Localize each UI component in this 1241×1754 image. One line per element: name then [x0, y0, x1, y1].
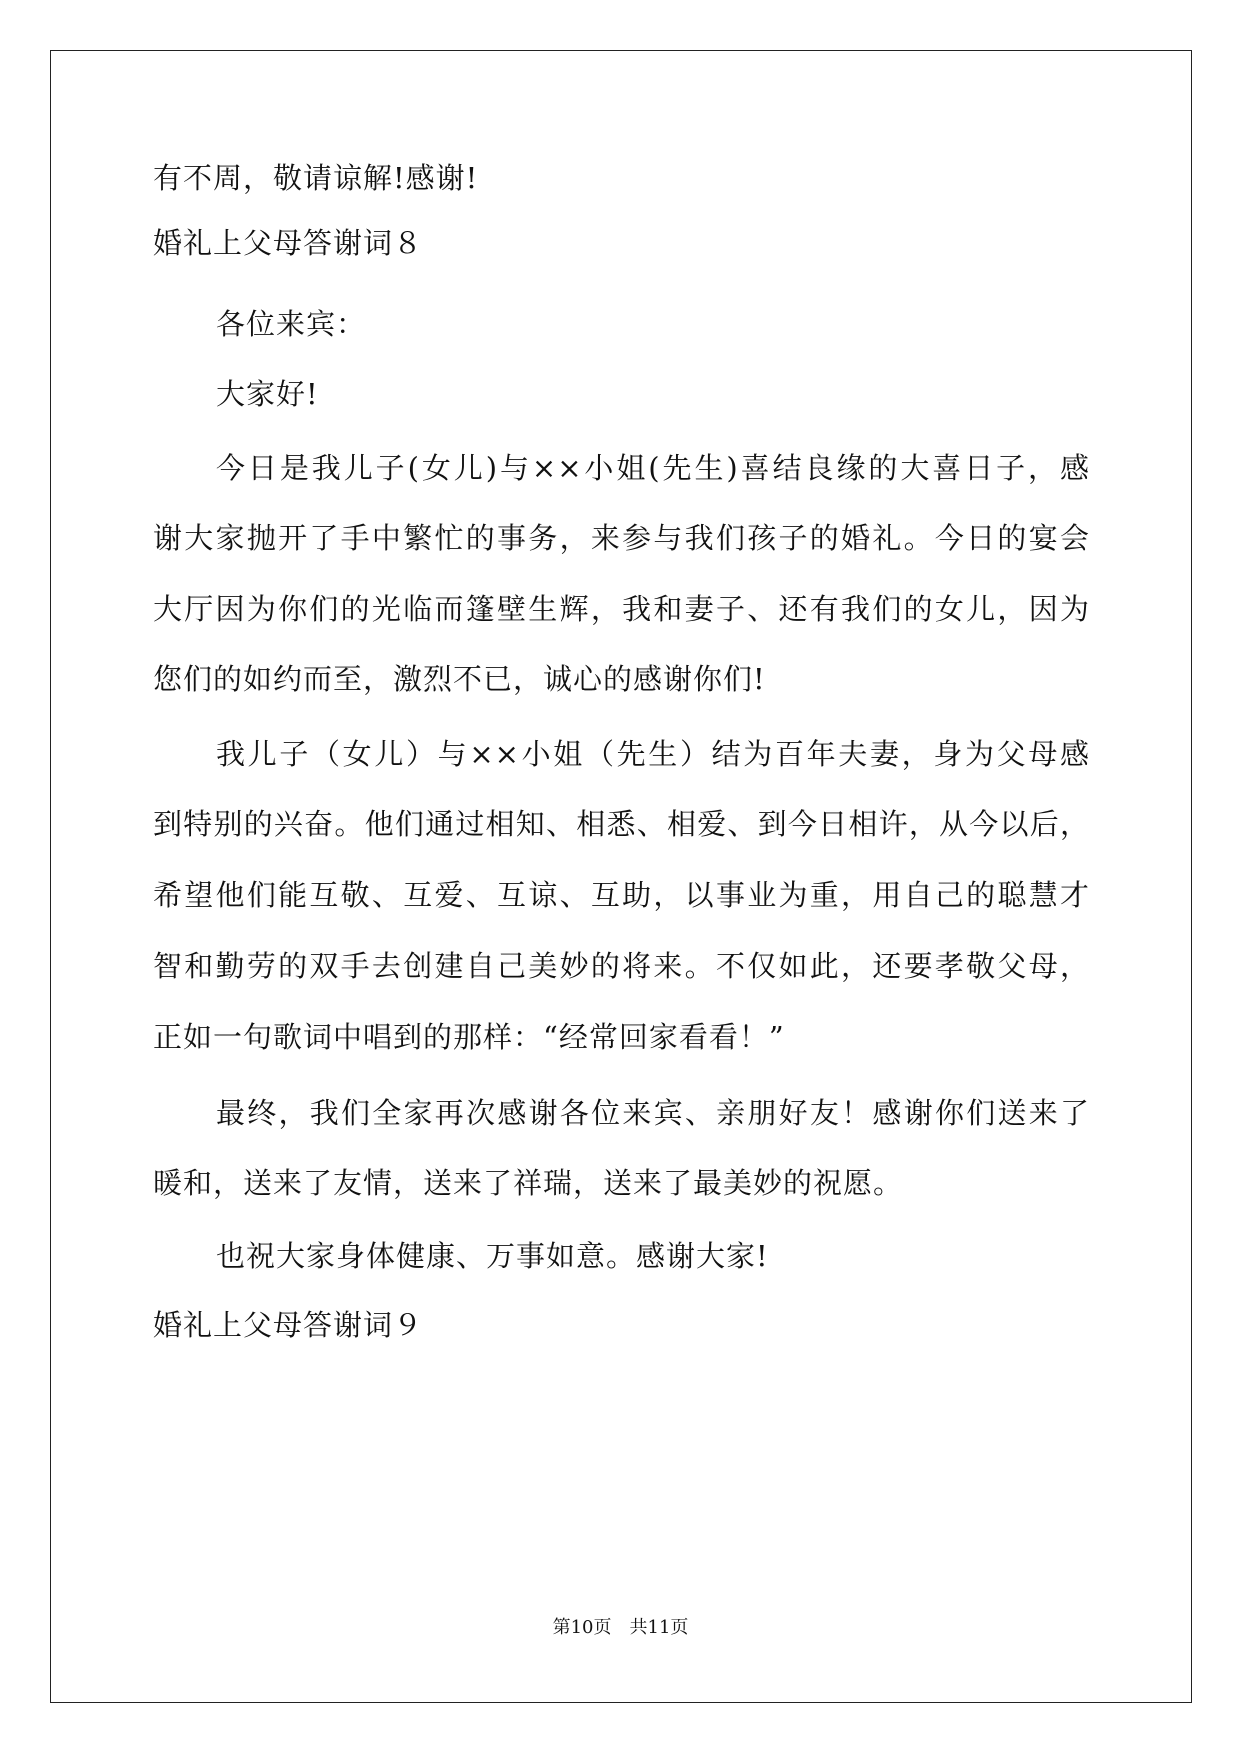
- body-line: 最终，我们全家再次感谢各位来宾、亲朋好友！感谢你们送来了: [216, 1096, 1090, 1130]
- body-line: 我儿子（女儿）与××小姐（先生）结为百年夫妻，身为父母感: [216, 737, 1090, 771]
- body-line: 大厅因为你们的光临而篷壁生辉，我和妻子、还有我们的女儿，因为: [153, 592, 1090, 626]
- page-footer: [0, 1616, 1241, 1640]
- body-line: 谢大家抛开了手中繁忙的事务，来参与我们孩子的婚礼。今日的宴会: [153, 521, 1090, 555]
- page-number: 第10页: [552, 1617, 612, 1638]
- page-total: 共11页: [629, 1617, 689, 1638]
- paragraph-ending-line: 有不周，敬请谅解!感谢!: [153, 161, 479, 195]
- section-heading-8: 婚礼上父母答谢词８: [153, 226, 424, 260]
- body-line: 希望他们能互敬、互爱、互谅、互助，以事业为重，用自己的聪慧才: [153, 878, 1090, 912]
- body-line: 正如一句歌词中唱到的那样：“经常回家看看！”: [153, 1020, 785, 1054]
- body-line: 暖和，送来了友情，送来了祥瑞，送来了最美妙的祝愿。: [153, 1166, 904, 1200]
- greeting-line: 大家好!: [216, 377, 319, 411]
- body-line: 到特别的兴奋。他们通过相知、相悉、相爱、到今日相许，从今以后，: [153, 807, 1090, 841]
- section-heading-9: 婚礼上父母答谢词９: [153, 1308, 424, 1342]
- body-line: 今日是我儿子(女儿)与××小姐(先生)喜结良缘的大喜日子，感: [216, 451, 1090, 485]
- body-line: 也祝大家身体健康、万事如意。感谢大家!: [216, 1239, 769, 1273]
- body-line: 智和勤劳的双手去创建自己美妙的将来。不仅如此，还要孝敬父母，: [153, 949, 1090, 983]
- body-line: 您们的如约而至，激烈不已，诚心的感谢你们!: [153, 662, 766, 696]
- salutation-line: 各位来宾：: [216, 307, 367, 341]
